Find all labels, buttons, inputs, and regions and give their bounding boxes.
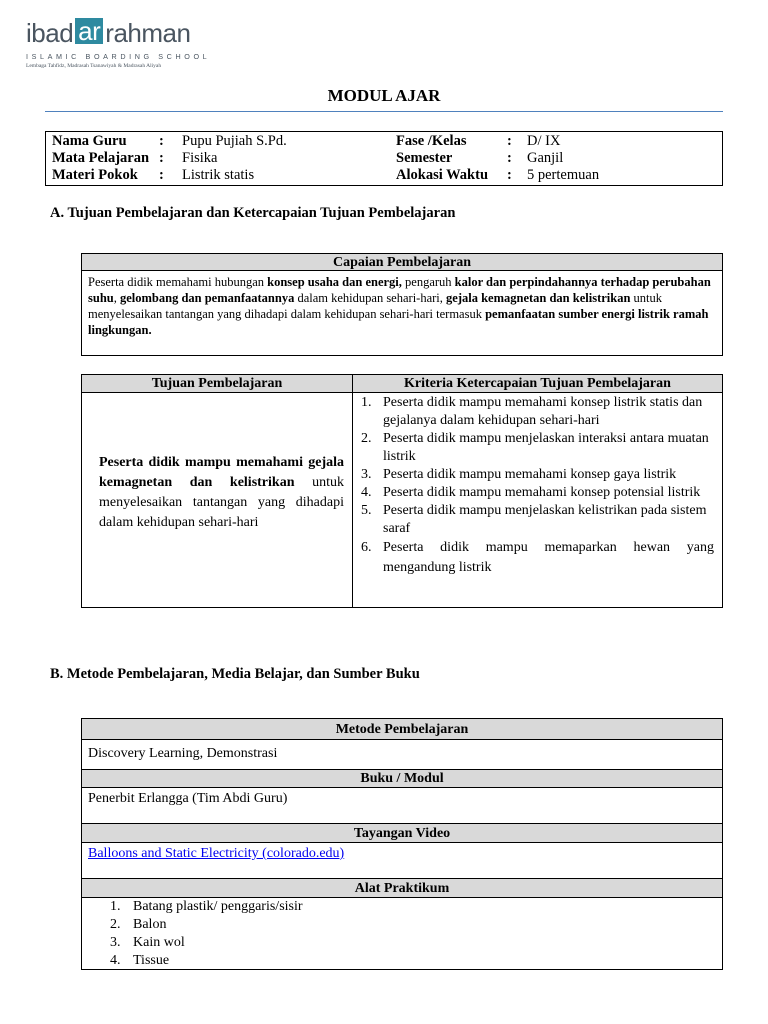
list-item: 1. Peserta didik mampu memahami konsep listrik statis dan gejalanya dalam kehidupan sehari-hari [361,395,703,428]
list-item: 4. Tissue [110,953,170,968]
label-semester: Semester [396,150,453,166]
cp-text-bold-run: gelombang dan pemanfaatannya [119,291,295,305]
cp-text [88,274,716,338]
list-item: 2. Peserta didik mampu menjelaskan interaksi antara muatan listrik [361,431,709,464]
video-cell [81,842,723,879]
list-item: 1. Batang plastik/ penggaris/sisir [110,899,303,914]
video-header: Tayangan Video [81,823,723,843]
buku-value: Penerbit Erlangga (Tim Abdi Guru) [81,787,723,824]
label-alokasi-waktu: Alokasi Waktu [396,167,489,183]
logo-tagline: ISLAMIC BOARDING SCHOOL [26,52,211,61]
cp-header: Capaian Pembelajaran [81,253,723,271]
cp-body [81,270,723,356]
tp-text-rest: untuk menyelesaikan tantangan yang dihadapi dalam kehidupan sehari-hari [99,475,345,530]
cp-text-run: untuk menyelesaikan tantangan yang dihadapi dalam kehidupan sehari-hari termasuk [88,291,663,321]
tp-text-bold: Peserta didik mampu memahami gejala kemagnetan dan kelistrikan [99,455,344,490]
logo-wordmark [26,14,190,52]
cp-text-run: dalam kehidupan sehari-hari, [294,291,447,305]
alat-header: Alat Praktikum [81,878,723,898]
logo-subtitle: Lembaga Tahfidz, Madrasah Tsanawiyah & Madrasah Aliyah [26,63,162,69]
buku-header: Buku / Modul [81,769,723,788]
value-materi-pokok: Listrik statis [182,167,255,183]
value-fase-kelas: D/ IX [527,133,561,149]
cp-text-bold-run: pemanfaatan sumber energi listrik ramah lingkungan. [88,307,709,337]
tp-text [99,453,344,533]
logo-word-left: ibad [26,18,74,48]
section-a-heading: A. Tujuan Pembelajaran dan Ketercapaian Tujuan Pembelajaran [50,205,456,221]
title-divider [45,111,723,112]
value-semester: Ganjil [527,150,564,166]
kktp-cell [352,392,723,608]
list-item: 6. Peserta didik mampu memaparkan hewan yang mengandung listrik [361,540,714,575]
tp-cell [81,392,353,608]
cp-text-bold-run: gejala kemagnetan dan kelistrikan [446,291,631,305]
separator: : [159,150,164,166]
separator: : [507,167,512,183]
list-item: 3. Kain wol [110,935,185,950]
label-mata-pelajaran: Mata Pelajaran [52,150,150,166]
list-item: 4. Peserta didik mampu memahami konsep potensial listrik [361,485,701,500]
value-nama-guru: Pupu Pujiah S.Pd. [182,133,287,149]
cp-text-run: pengaruh [401,275,455,289]
separator: : [159,133,164,149]
list-item: 5. Peserta didik mampu menjelaskan kelistrikan pada sistem saraf [361,503,707,536]
value-mata-pelajaran: Fisika [182,150,218,166]
kktp-header: Kriteria Ketercapaian Tujuan Pembelajaran [352,374,723,393]
video-link[interactable]: Balloons and Static Electricity (colorado.edu) [88,846,345,861]
identity-table [45,131,723,186]
tp-header: Tujuan Pembelajaran [81,374,353,393]
label-materi-pokok: Materi Pokok [52,167,138,183]
metode-value: Discovery Learning, Demonstrasi [81,739,723,770]
list-item: 3. Peserta didik mampu memahami konsep gaya listrik [361,467,677,482]
alat-list [106,898,303,970]
cp-text-bold-run: konsep usaha dan energi, [267,275,402,289]
label-fase-kelas: Fase /Kelas [396,133,467,149]
cp-text-bold-run: kalor dan perpindahannya terhadap perubahan suhu [88,275,711,305]
separator: : [507,133,512,149]
cp-text-run: Peserta didik memahami hubungan [88,275,268,289]
separator: : [159,167,164,183]
logo-word-right: rahman [105,18,191,48]
separator: : [507,150,512,166]
value-alokasi-waktu: 5 pertemuan [527,167,600,183]
cp-text-run: , [113,291,120,305]
page-title: MODUL AJAR [327,86,441,105]
logo-word-mid: ar [75,18,103,44]
school-logo [26,14,216,72]
list-item: 2. Balon [110,917,167,932]
label-nama-guru: Nama Guru [52,133,127,149]
kktp-list [353,394,714,578]
section-b-heading: B. Metode Pembelajaran, Media Belajar, dan Sumber Buku [50,666,420,682]
alat-cell [81,897,723,970]
metode-header: Metode Pembelajaran [81,718,723,740]
